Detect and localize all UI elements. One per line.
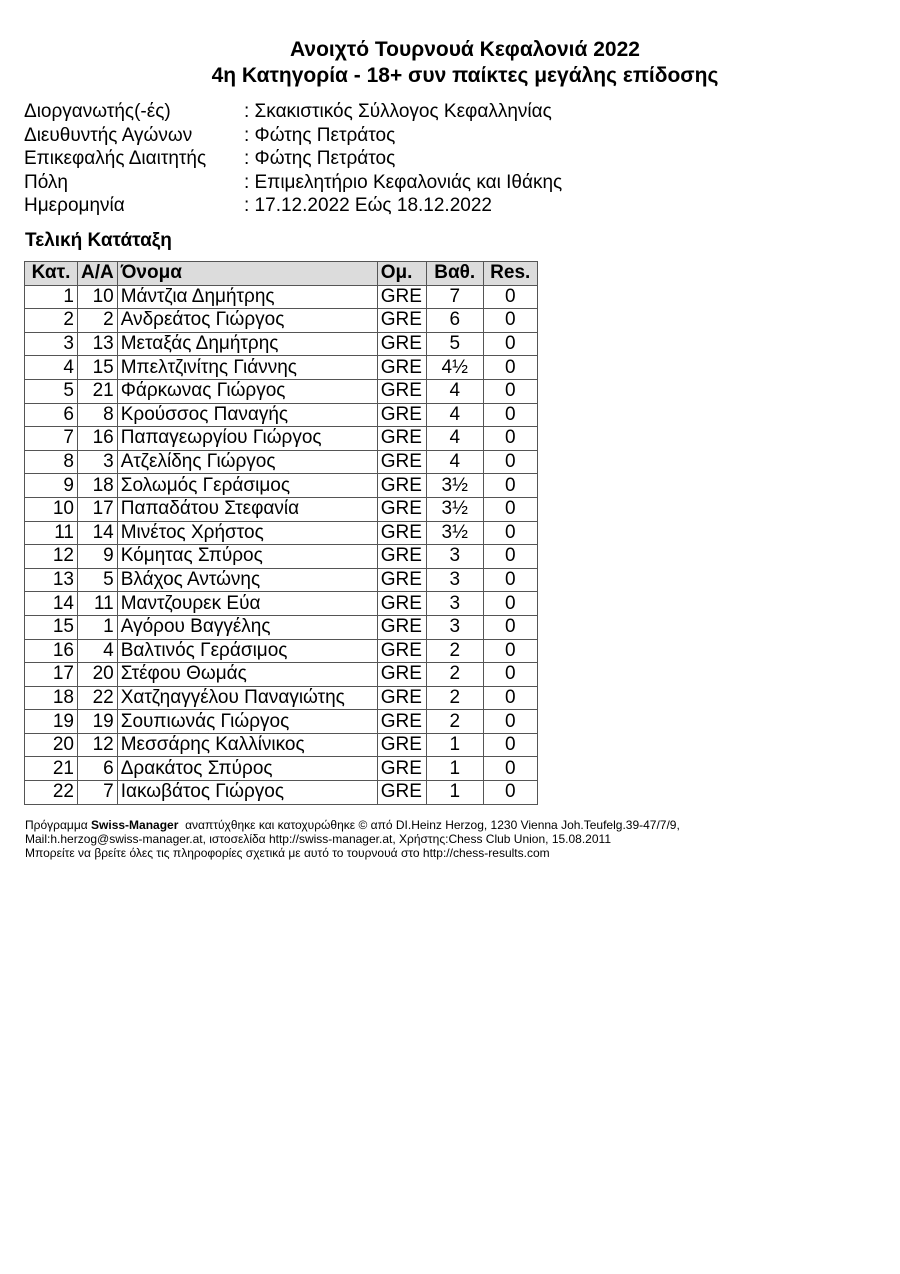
- info-row-organizer: [24, 100, 562, 124]
- page-title: Ανοιχτό Τουρνουά Κεφαλονιά 2022: [290, 38, 640, 61]
- cell-name: Βαλτινός Γεράσιμος: [117, 639, 377, 663]
- table-row: [25, 521, 538, 545]
- cell-start-number: 4: [78, 639, 118, 663]
- info-row-city: [24, 171, 562, 195]
- cell-result: 0: [483, 379, 537, 403]
- cell-start-number: 19: [78, 710, 118, 734]
- header-rank: Κατ.: [25, 262, 78, 286]
- cell-start-number: 22: [78, 686, 118, 710]
- cell-name: Ιακωβάτος Γιώργος: [117, 781, 377, 805]
- cell-rank: 18: [25, 686, 78, 710]
- header-start-number: Α/Α: [78, 262, 118, 286]
- cell-start-number: 2: [78, 309, 118, 333]
- page-subtitle: 4η Κατηγορία - 18+ συν παίκτες μεγάλης επίδοσης: [211, 64, 719, 87]
- info-row-director: [24, 124, 562, 148]
- cell-result: 0: [483, 733, 537, 757]
- info-label: Επικεφαλής Διαιτητής: [24, 148, 207, 169]
- cell-name: Ατζελίδης Γιώργος: [117, 450, 377, 474]
- cell-federation: GRE: [377, 497, 426, 521]
- cell-start-number: 20: [78, 663, 118, 687]
- cell-rank: 12: [25, 545, 78, 569]
- cell-rank: 14: [25, 592, 78, 616]
- cell-result: 0: [483, 639, 537, 663]
- cell-name: Κρούσσος Παναγής: [117, 403, 377, 427]
- cell-federation: GRE: [377, 545, 426, 569]
- cell-start-number: 8: [78, 403, 118, 427]
- cell-rank: 17: [25, 663, 78, 687]
- cell-rank: 5: [25, 379, 78, 403]
- cell-points: 3: [426, 615, 483, 639]
- cell-points: 4: [426, 403, 483, 427]
- cell-name: Αγόρου Βαγγέλης: [117, 615, 377, 639]
- footer: [25, 818, 680, 860]
- cell-points: 1: [426, 733, 483, 757]
- cell-result: 0: [483, 497, 537, 521]
- cell-federation: GRE: [377, 733, 426, 757]
- cell-rank: 22: [25, 781, 78, 805]
- cell-result: 0: [483, 356, 537, 380]
- cell-rank: 10: [25, 497, 78, 521]
- footer-line-2: Mail:h.herzog@swiss-manager.at, ιστοσελίδα http://swiss-manager.at, Χρήστης:Chess Club Union, 15.08.2011: [25, 832, 611, 846]
- info-value: : Σκακιστικός Σύλλογος Κεφαλληνίας: [244, 101, 552, 122]
- table-row: [25, 403, 538, 427]
- cell-rank: 16: [25, 639, 78, 663]
- info-row-date: [24, 194, 562, 218]
- cell-points: 3: [426, 545, 483, 569]
- table-row: [25, 568, 538, 592]
- cell-result: 0: [483, 474, 537, 498]
- cell-name: Μαντζουρεκ Εύα: [117, 592, 377, 616]
- cell-result: 0: [483, 521, 537, 545]
- tournament-info: [24, 100, 562, 218]
- cell-points: 3½: [426, 474, 483, 498]
- cell-start-number: 14: [78, 521, 118, 545]
- cell-result: 0: [483, 781, 537, 805]
- cell-federation: GRE: [377, 615, 426, 639]
- info-row-arbiter: [24, 147, 562, 171]
- info-label: Διευθυντής Αγώνων: [24, 124, 193, 146]
- cell-federation: GRE: [377, 757, 426, 781]
- cell-federation: GRE: [377, 686, 426, 710]
- cell-result: 0: [483, 545, 537, 569]
- header-name: Όνομα: [117, 262, 377, 286]
- info-value: : 17.12.2022 Εώς 18.12.2022: [244, 195, 492, 216]
- cell-points: 1: [426, 757, 483, 781]
- cell-federation: GRE: [377, 568, 426, 592]
- table-row: [25, 592, 538, 616]
- cell-start-number: 3: [78, 450, 118, 474]
- cell-rank: 7: [25, 427, 78, 451]
- cell-rank: 9: [25, 474, 78, 498]
- cell-result: 0: [483, 568, 537, 592]
- cell-points: 3: [426, 592, 483, 616]
- cell-rank: 20: [25, 733, 78, 757]
- cell-start-number: 1: [78, 615, 118, 639]
- cell-name: Ανδρεάτος Γιώργος: [117, 309, 377, 333]
- cell-rank: 11: [25, 521, 78, 545]
- table-row: [25, 309, 538, 333]
- footer-prefix: Πρόγραμμα: [25, 818, 92, 832]
- cell-result: 0: [483, 710, 537, 734]
- cell-name: Βλάχος Αντώνης: [117, 568, 377, 592]
- header-result: Res.: [483, 262, 537, 286]
- cell-result: 0: [483, 309, 537, 333]
- table-row: [25, 757, 538, 781]
- cell-result: 0: [483, 757, 537, 781]
- cell-rank: 1: [25, 285, 78, 309]
- info-label: Διοργανωτής(-ές): [24, 101, 171, 122]
- cell-name: Μεσσάρης Καλλίνικος: [117, 733, 377, 757]
- cell-federation: GRE: [377, 663, 426, 687]
- cell-name: Σολωμός Γεράσιμος: [117, 474, 377, 498]
- cell-federation: GRE: [377, 781, 426, 805]
- cell-federation: GRE: [377, 450, 426, 474]
- cell-result: 0: [483, 592, 537, 616]
- cell-start-number: 6: [78, 757, 118, 781]
- table-row: [25, 663, 538, 687]
- cell-points: 3½: [426, 497, 483, 521]
- table-row: [25, 639, 538, 663]
- cell-points: 7: [426, 285, 483, 309]
- cell-start-number: 13: [78, 332, 118, 356]
- cell-federation: GRE: [377, 309, 426, 333]
- cell-start-number: 15: [78, 356, 118, 380]
- cell-points: 4: [426, 379, 483, 403]
- cell-start-number: 21: [78, 379, 118, 403]
- header-federation: Ομ.: [377, 262, 426, 286]
- cell-points: 4½: [426, 356, 483, 380]
- cell-start-number: 7: [78, 781, 118, 805]
- cell-result: 0: [483, 663, 537, 687]
- cell-rank: 8: [25, 450, 78, 474]
- cell-points: 3: [426, 568, 483, 592]
- cell-name: Παπαγεωργίου Γιώργος: [117, 427, 377, 451]
- table-row: [25, 497, 538, 521]
- cell-name: Δρακάτος Σπύρος: [117, 757, 377, 781]
- cell-rank: 19: [25, 710, 78, 734]
- table-row: [25, 285, 538, 309]
- table-row: [25, 450, 538, 474]
- cell-rank: 3: [25, 332, 78, 356]
- table-row: [25, 545, 538, 569]
- cell-start-number: 17: [78, 497, 118, 521]
- cell-start-number: 10: [78, 285, 118, 309]
- cell-start-number: 5: [78, 568, 118, 592]
- table-row: [25, 427, 538, 451]
- cell-rank: 13: [25, 568, 78, 592]
- cell-name: Στέφου Θωμάς: [117, 663, 377, 687]
- cell-points: 2: [426, 663, 483, 687]
- footer-copyright: αναπτύχθηκε και κατοχυρώθηκε © από DI.Heinz Herzog, 1230 Vienna Joh.Teufelg.39-47/7/9,: [178, 818, 680, 832]
- table-header-row: [25, 262, 538, 286]
- section-title: Τελική Κατάταξη: [25, 230, 172, 251]
- cell-federation: GRE: [377, 427, 426, 451]
- cell-name: Μινέτος Χρήστος: [117, 521, 377, 545]
- cell-name: Μπελτζινίτης Γιάννης: [117, 356, 377, 380]
- cell-start-number: 11: [78, 592, 118, 616]
- footer-brand: Swiss-Manager: [91, 818, 179, 832]
- cell-federation: GRE: [377, 592, 426, 616]
- cell-points: 2: [426, 686, 483, 710]
- cell-name: Φάρκωνας Γιώργος: [117, 379, 377, 403]
- cell-federation: GRE: [377, 710, 426, 734]
- cell-name: Μάντζια Δημήτρης: [117, 285, 377, 309]
- cell-start-number: 12: [78, 733, 118, 757]
- info-value: : Φώτης Πετράτος: [244, 124, 396, 146]
- table-row: [25, 686, 538, 710]
- cell-result: 0: [483, 332, 537, 356]
- header-points: Βαθ.: [426, 262, 483, 286]
- cell-federation: GRE: [377, 639, 426, 663]
- standings-table: [24, 261, 538, 805]
- table-row: [25, 474, 538, 498]
- info-value: : Επιμελητήριο Κεφαλονιάς και Ιθάκης: [244, 171, 563, 193]
- cell-points: 6: [426, 309, 483, 333]
- cell-federation: GRE: [377, 379, 426, 403]
- table-row: [25, 356, 538, 380]
- cell-name: Σουπιωνάς Γιώργος: [117, 710, 377, 734]
- cell-rank: 6: [25, 403, 78, 427]
- cell-federation: GRE: [377, 474, 426, 498]
- info-label: Πόλη: [24, 171, 68, 193]
- cell-result: 0: [483, 403, 537, 427]
- cell-start-number: 18: [78, 474, 118, 498]
- cell-points: 2: [426, 639, 483, 663]
- cell-points: 4: [426, 427, 483, 451]
- cell-federation: GRE: [377, 285, 426, 309]
- cell-result: 0: [483, 686, 537, 710]
- cell-rank: 21: [25, 757, 78, 781]
- cell-result: 0: [483, 427, 537, 451]
- cell-result: 0: [483, 450, 537, 474]
- cell-name: Κόμητας Σπύρος: [117, 545, 377, 569]
- cell-points: 2: [426, 710, 483, 734]
- table-row: [25, 733, 538, 757]
- info-value: : Φώτης Πετράτος: [244, 148, 396, 169]
- table-row: [25, 332, 538, 356]
- cell-federation: GRE: [377, 521, 426, 545]
- cell-points: 3½: [426, 521, 483, 545]
- cell-result: 0: [483, 615, 537, 639]
- cell-points: 4: [426, 450, 483, 474]
- cell-start-number: 9: [78, 545, 118, 569]
- table-row: [25, 781, 538, 805]
- cell-start-number: 16: [78, 427, 118, 451]
- cell-rank: 2: [25, 309, 78, 333]
- footer-line-1: [25, 818, 680, 832]
- cell-name: Χατζηαγγέλου Παναγιώτης: [117, 686, 377, 710]
- cell-federation: GRE: [377, 403, 426, 427]
- table-row: [25, 710, 538, 734]
- table-row: [25, 615, 538, 639]
- cell-rank: 4: [25, 356, 78, 380]
- cell-name: Μεταξάς Δημήτρης: [117, 332, 377, 356]
- footer-line-3: Μπορείτε να βρείτε όλες τις πληροφορίες σχετικά με αυτό το τουρνουά στο http://chess-results.com: [25, 846, 550, 860]
- info-label: Ημερομηνία: [24, 195, 125, 216]
- cell-federation: GRE: [377, 332, 426, 356]
- cell-points: 1: [426, 781, 483, 805]
- cell-name: Παπαδάτου Στεφανία: [117, 497, 377, 521]
- cell-points: 5: [426, 332, 483, 356]
- standings-body: [25, 285, 538, 804]
- cell-rank: 15: [25, 615, 78, 639]
- table-row: [25, 379, 538, 403]
- cell-federation: GRE: [377, 356, 426, 380]
- cell-result: 0: [483, 285, 537, 309]
